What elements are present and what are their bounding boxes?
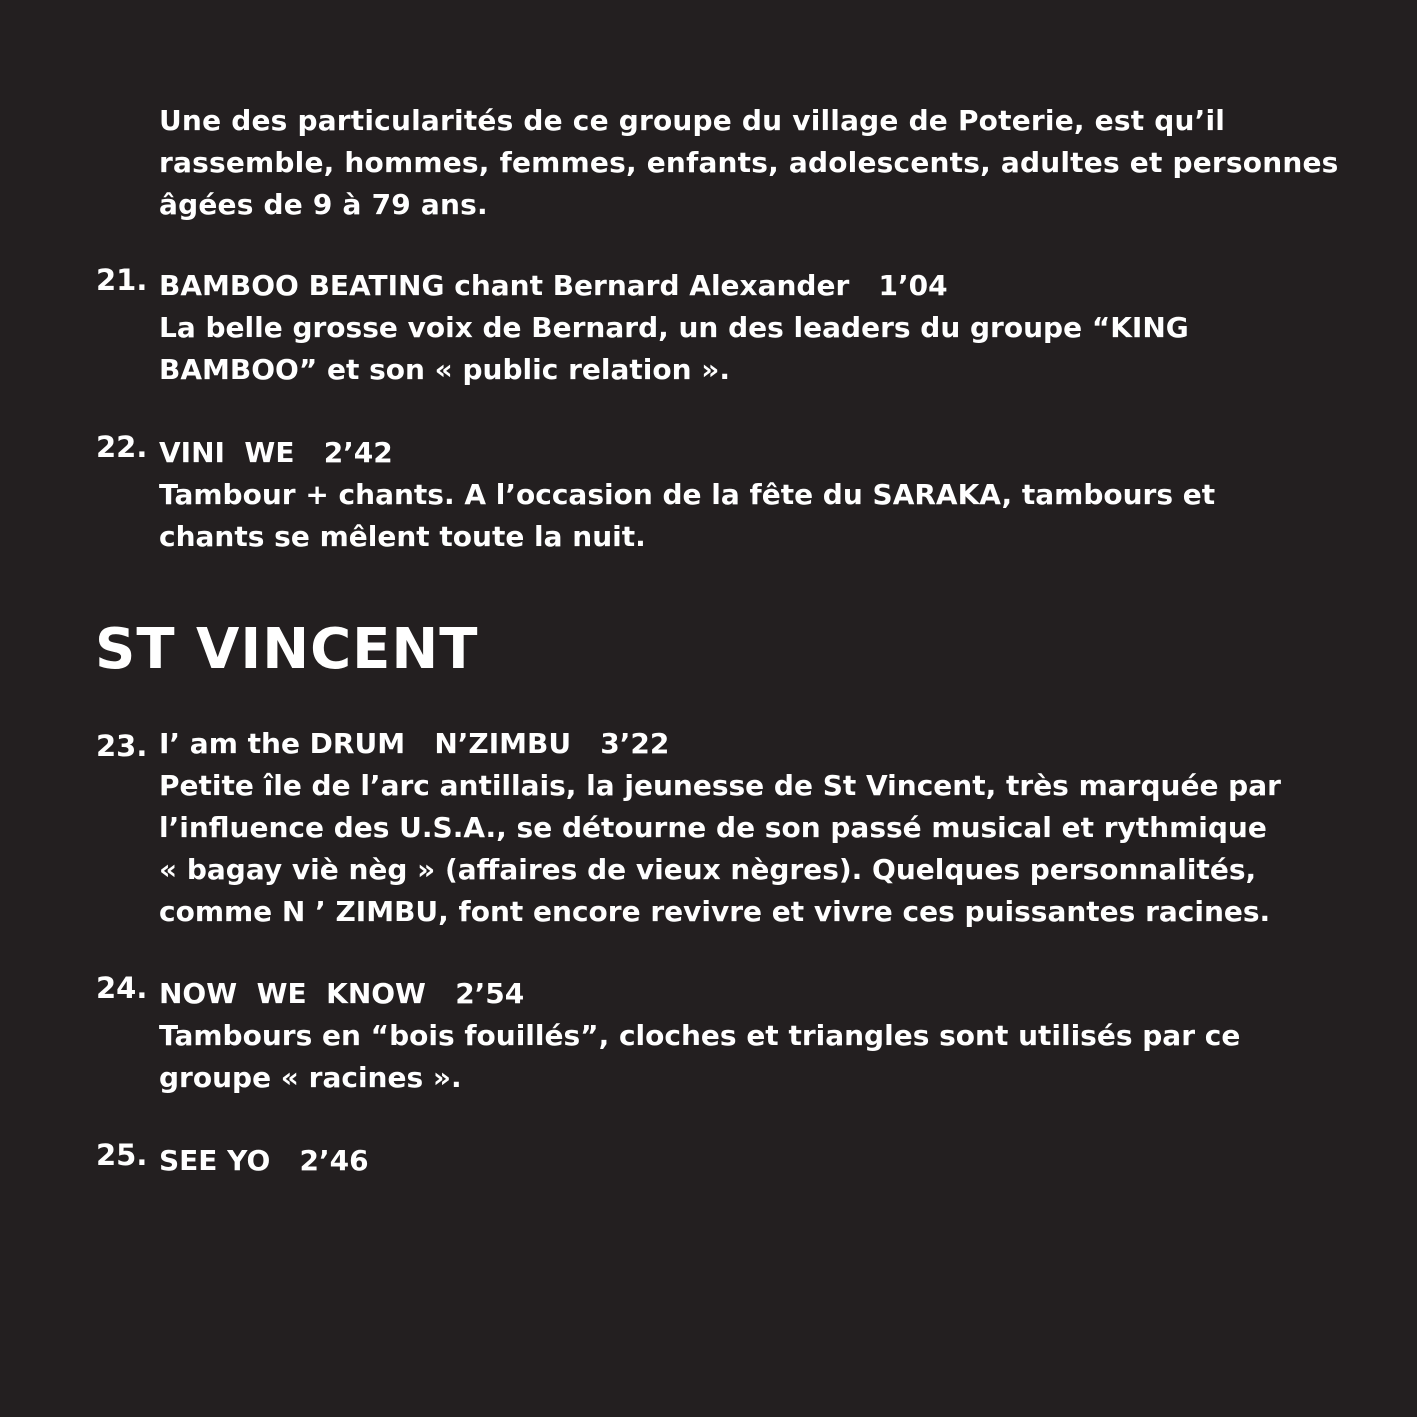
track-number: 23. — [96, 729, 148, 763]
track-body — [159, 265, 1409, 391]
track-title: BAMBOO BEATING chant Bernard Alexander 1’04 — [159, 269, 948, 302]
intro-paragraph — [159, 100, 1359, 226]
track-body — [159, 432, 1409, 558]
track-body — [159, 1140, 1409, 1182]
track-number: 21. — [96, 263, 148, 297]
intro-line: âgées de 9 à 79 ans. — [159, 188, 488, 221]
track-title: VINI WE 2’42 — [159, 436, 393, 469]
track-description-line: BAMBOO” et son « public relation ». — [159, 353, 730, 386]
track-title: I’ am the DRUM N’ZIMBU 3’22 — [159, 727, 670, 760]
track-description-line: chants se mêlent toute la nuit. — [159, 520, 646, 553]
track-description-line: « bagay viè nèg » (affaires de vieux nègres). Quelques personnalités, — [159, 853, 1257, 886]
track-description-line: Tambours en “bois fouillés”, cloches et triangles sont utilisés par ce — [159, 1019, 1241, 1052]
track-description-line: l’influence des U.S.A., se détourne de son passé musical et rythmique — [159, 811, 1267, 844]
track-description — [159, 307, 1409, 391]
track-number: 24. — [96, 971, 148, 1005]
track-description-line: La belle grosse voix de Bernard, un des leaders du groupe “KING — [159, 311, 1189, 344]
intro-line: rassemble, hommes, femmes, enfants, adolescents, adultes et personnes — [159, 146, 1339, 179]
intro-line: Une des particularités de ce groupe du village de Poterie, est qu’il — [159, 104, 1226, 137]
track-description — [159, 765, 1409, 933]
track-description — [159, 1015, 1409, 1099]
track-description-line: Petite île de l’arc antillais, la jeunesse de St Vincent, très marquée par — [159, 769, 1281, 802]
track-description-line: groupe « racines ». — [159, 1061, 462, 1094]
track-title: NOW WE KNOW 2’54 — [159, 977, 525, 1010]
track-title: SEE YO 2’46 — [159, 1144, 369, 1177]
track-body — [159, 973, 1409, 1099]
track-body — [159, 723, 1409, 933]
track-description-line: Tambour + chants. A l’occasion de la fête du SARAKA, tambours et — [159, 478, 1216, 511]
track-number: 22. — [96, 430, 148, 464]
track-description-line: comme N ’ ZIMBU, font encore revivre et vivre ces puissantes racines. — [159, 895, 1271, 928]
track-description — [159, 474, 1409, 558]
section-heading: ST VINCENT — [95, 617, 479, 682]
track-number: 25. — [96, 1138, 148, 1172]
